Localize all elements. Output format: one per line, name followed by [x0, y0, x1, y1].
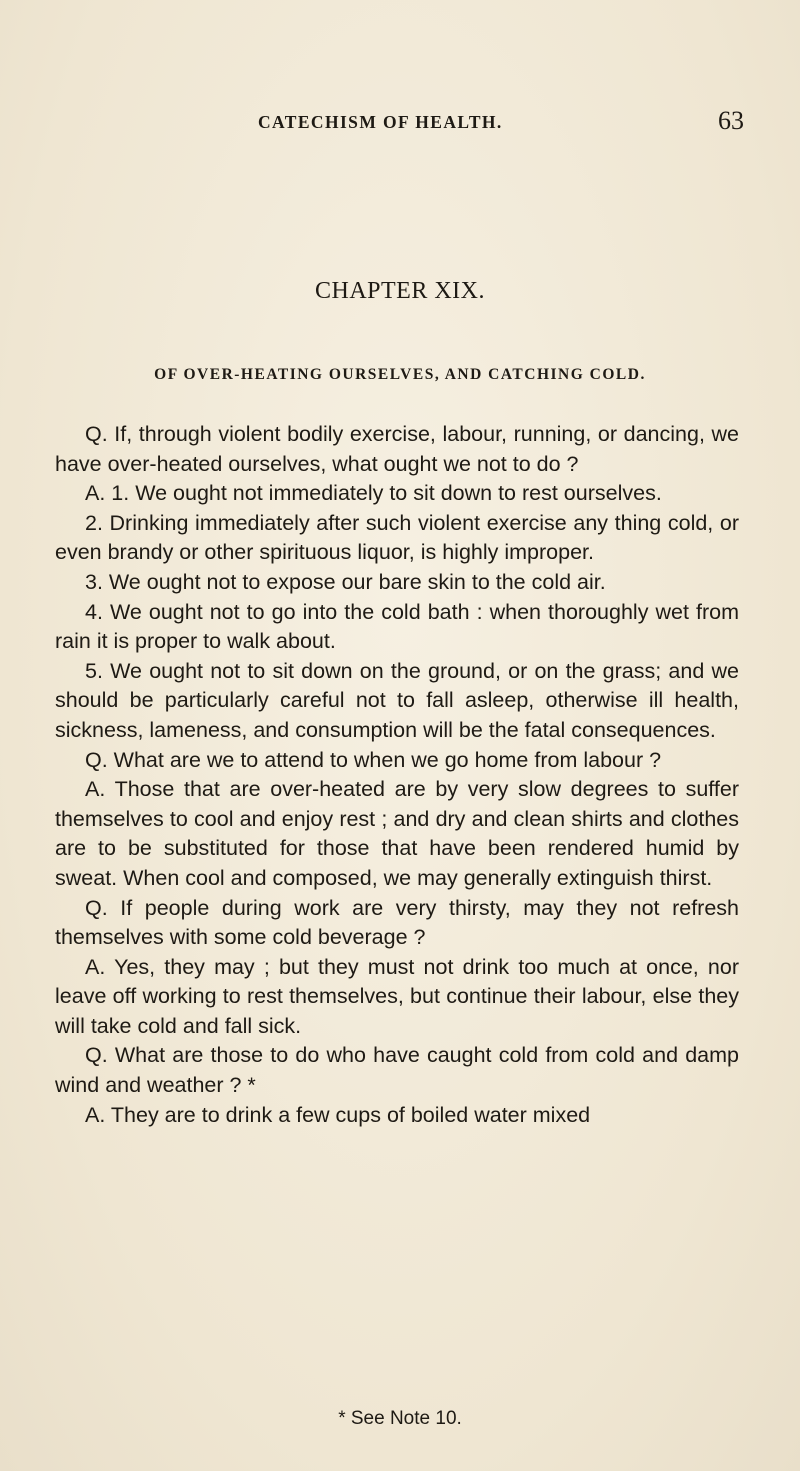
answer-item: 4. We ought not to go into the cold bath : when thoroughly wet from rain it is proper to walk about.: [55, 599, 739, 654]
running-head: [0, 106, 800, 142]
answer-paragraph: A. Those that are over-heated are by very slow degrees to suffer themselves to cool and enjoy rest ; and dry and clean shirts and clothes are to be substituted for those that have been rendered humid by sweat. When cool and composed, we may generally extinguish thirst.: [55, 777, 739, 890]
answer-paragraph: A. They are to drink a few cups of boiled water mixed: [85, 1102, 591, 1127]
answer-item: 3. We ought not to expose our bare skin to the cold air.: [85, 569, 606, 594]
section-title: OF OVER-HEATING OURSELVES, AND CATCHING COLD.: [154, 366, 646, 383]
question-paragraph: Q. What are those to do who have caught cold from cold and damp wind and weather ? *: [55, 1043, 739, 1098]
body-text: [55, 420, 739, 1130]
answer-item: 5. We ought not to sit down on the ground, or on the grass; and we should be particularly careful not to fall asleep, otherwise ill health, sickness, lameness, and consumption will be the fatal consequences.: [55, 658, 739, 742]
answer-paragraph: A. Yes, they may ; but they must not drink too much at once, nor leave off working to rest themselves, but continue their labour, else they will take cold and fall sick.: [55, 954, 739, 1038]
answer-paragraph: A. 1. We ought not immediately to sit down to rest ourselves.: [85, 481, 662, 506]
chapter-title: CHAPTER XIX.: [314, 278, 485, 304]
answer-item: 2. Drinking immediately after such violent exercise any thing cold, or even brandy or other spirituous liquor, is highly improper.: [55, 510, 739, 565]
running-title: CATECHISM OF HEALTH.: [258, 112, 503, 132]
question-paragraph: Q. If, through violent bodily exercise, labour, running, or dancing, we have over-heated ourselves, what ought we not to do ?: [55, 422, 739, 476]
question-paragraph: Q. What are we to attend to when we go home from labour ?: [85, 747, 662, 772]
question-paragraph: Q. If people during work are very thirsty, may they not refresh themselves with some cold beverage ?: [55, 895, 739, 950]
footnote: * See Note 10.: [338, 1408, 462, 1429]
page-number: 63: [718, 106, 744, 135]
